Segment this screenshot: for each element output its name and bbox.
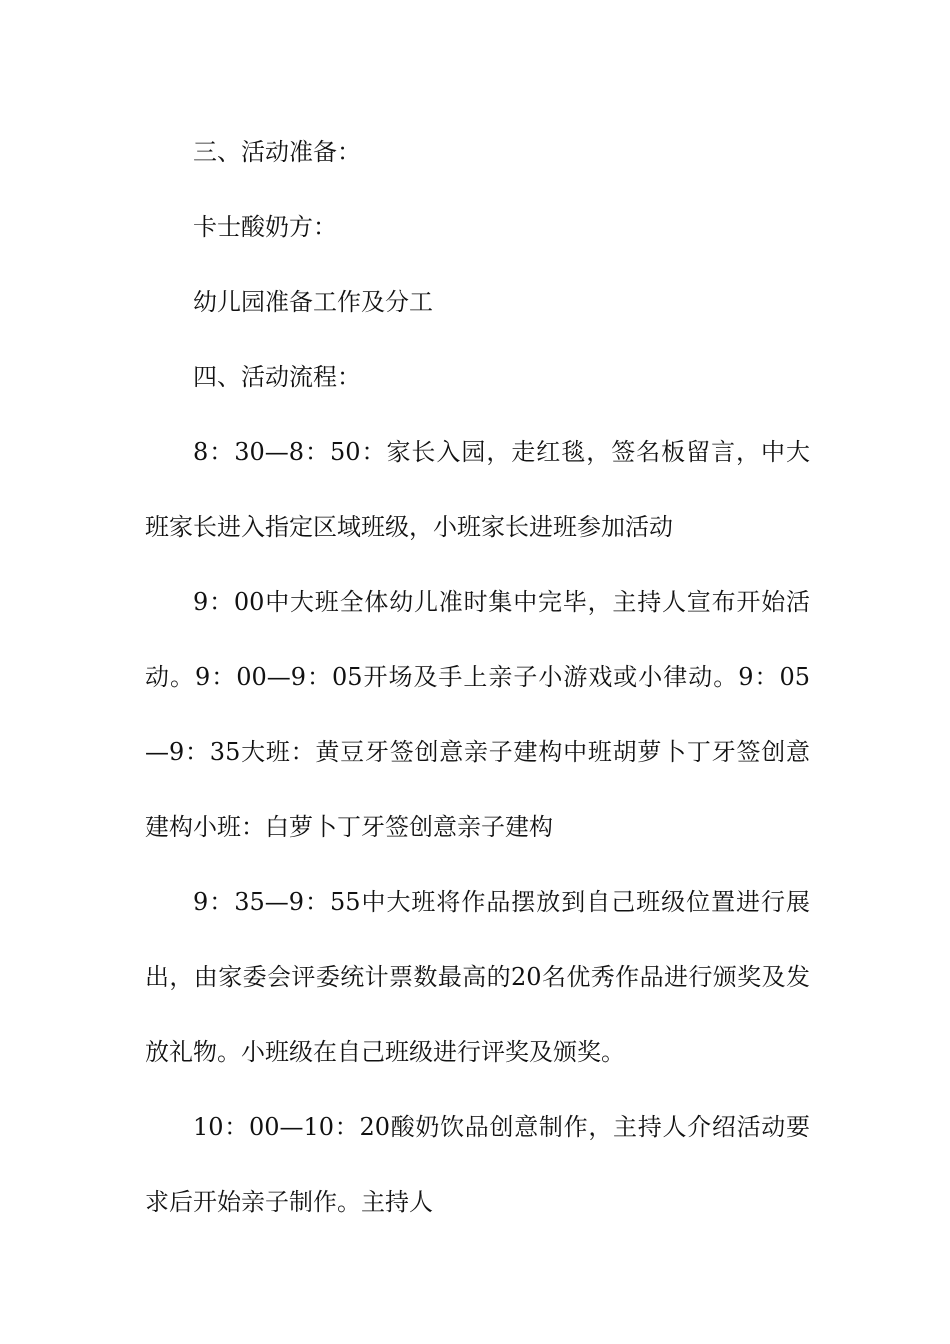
- section-heading-process: 四、活动流程：: [193, 363, 361, 391]
- paragraph-sponsor: 卡士酸奶方：: [193, 213, 337, 241]
- paragraph-yogurt-making: 10：00—10：20酸奶饮品创意制作，主持人介绍活动要求后开始亲子制作。主持人: [145, 1113, 810, 1216]
- document-body: [145, 115, 810, 1240]
- paragraph-opening: 9：00中大班全体幼儿准时集中完毕，主持人宣布开始活动。9：00—9：05开场及手上亲子小游戏或小律动。9：05—9：35大班：黄豆牙签创意亲子建构中班胡萝卜丁牙签创意建构小班：白萝卜丁牙签创意亲子建构: [145, 588, 810, 841]
- section-heading-preparation: 三、活动准备：: [193, 138, 361, 166]
- paragraph-exhibition: 9：35—9：55中大班将作品摆放到自己班级位置进行展出，由家委会评委统计票数最高的20名优秀作品进行颁奖及发放礼物。小班级在自己班级进行评奖及颁奖。: [145, 888, 810, 1066]
- paragraph-arrival: 8：30—8：50：家长入园，走红毯，签名板留言，中大班家长进入指定区域班级，小班家长进班参加活动: [145, 438, 810, 541]
- paragraph-kindergarten-prep: 幼儿园准备工作及分工: [193, 288, 433, 316]
